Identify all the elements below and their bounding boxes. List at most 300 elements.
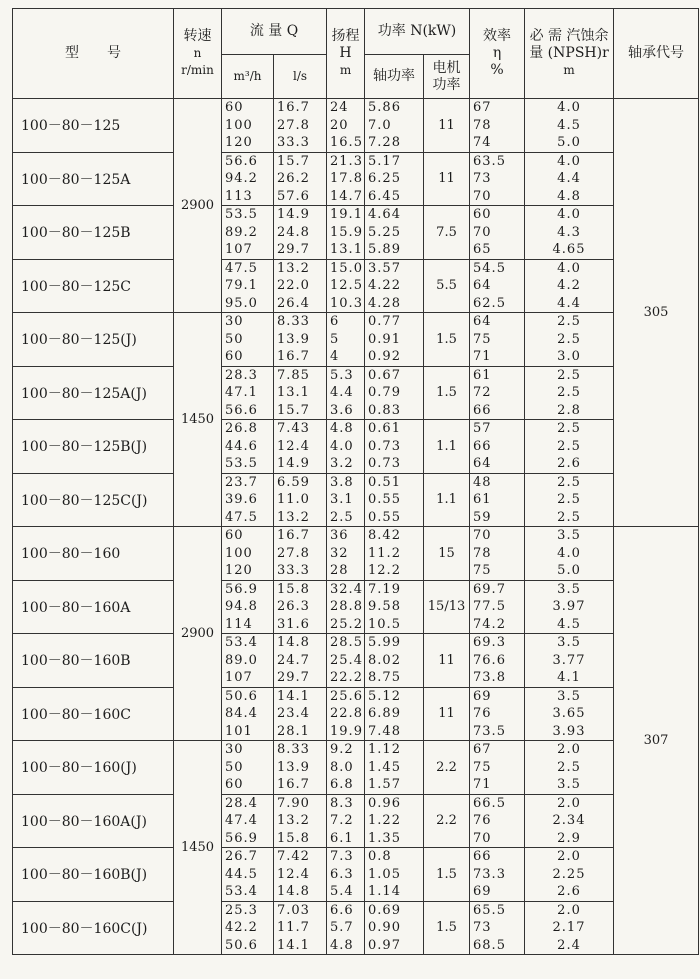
efficiency-value: 69.3 <box>473 635 506 650</box>
header-head-symbol: H <box>339 45 352 61</box>
head-cell <box>327 420 365 474</box>
npsh-value: 3.5 <box>557 581 581 597</box>
flow-ls-value: 29.7 <box>277 670 310 685</box>
flow-ls-cell <box>274 313 327 367</box>
npsh-value: 4.0 <box>557 153 581 169</box>
head-value: 5 <box>330 331 340 347</box>
efficiency-value: 59 <box>473 509 492 525</box>
flow-ls-value: 7.42 <box>277 849 310 864</box>
shaft-power-value: 0.73 <box>368 456 401 471</box>
shaft-power-value: 0.67 <box>368 367 401 383</box>
motor-power-cell: 5.5 <box>424 259 470 313</box>
flow-ls-value: 14.9 <box>277 456 310 471</box>
flow-ls-value: 16.7 <box>277 100 310 115</box>
shaft-power-cell <box>365 527 424 581</box>
flow-ls-value: 27.8 <box>277 545 310 561</box>
speed-cell: 1450 <box>174 313 222 527</box>
efficiency-value: 63.5 <box>473 153 506 169</box>
efficiency-value: 76 <box>473 813 492 828</box>
shaft-power-cell <box>365 687 424 741</box>
efficiency-value: 73.5 <box>473 723 506 739</box>
flow-ls-value: 14.8 <box>277 884 310 899</box>
motor-power-cell: 1.5 <box>424 366 470 420</box>
npsh-value: 4.8 <box>557 188 581 204</box>
npsh-cell <box>525 259 614 313</box>
flow-m3h-value: 42.2 <box>225 920 258 935</box>
flow-m3h-value: 39.6 <box>225 492 258 507</box>
flow-m3h-value: 79.1 <box>225 278 258 293</box>
flow-ls-value: 31.6 <box>277 616 310 632</box>
efficiency-value: 78 <box>473 117 492 133</box>
table-row <box>13 152 699 206</box>
header-npsh-label: 必 需 汽蚀余量 (NPSH)r <box>529 28 609 61</box>
header-head <box>327 9 365 99</box>
flow-m3h-value: 120 <box>225 135 253 150</box>
flow-ls-value: 12.4 <box>277 866 310 882</box>
flow-m3h-value: 25.3 <box>225 902 258 918</box>
flow-m3h-value: 56.6 <box>225 402 258 418</box>
shaft-power-value: 4.22 <box>368 278 401 293</box>
table-row <box>13 634 699 688</box>
header-npsh <box>525 9 614 99</box>
head-value: 16.5 <box>330 135 363 150</box>
flow-m3h-value: 23.7 <box>225 474 258 490</box>
flow-m3h-value: 60 <box>225 100 244 115</box>
efficiency-value: 78 <box>473 545 492 561</box>
flow-ls-value: 29.7 <box>277 242 310 257</box>
npsh-value: 4.65 <box>552 242 586 257</box>
header-head-unit: m <box>339 63 352 77</box>
flow-ls-value: 15.8 <box>277 581 310 597</box>
efficiency-value: 69 <box>473 884 492 899</box>
flow-m3h-value: 50 <box>225 331 244 347</box>
flow-ls-value: 15.8 <box>277 830 310 846</box>
npsh-cell <box>525 313 614 367</box>
shaft-power-cell <box>365 473 424 527</box>
model-cell: 100－80－125A(J) <box>13 366 174 420</box>
motor-power-cell: 11 <box>424 634 470 688</box>
shaft-power-value: 0.77 <box>368 314 401 329</box>
flow-ls-value: 26.4 <box>277 295 310 311</box>
npsh-value: 3.65 <box>552 706 586 721</box>
shaft-power-cell <box>365 741 424 795</box>
efficiency-value: 75 <box>473 759 492 775</box>
flow-m3h-value: 60 <box>225 349 244 364</box>
shaft-power-value: 0.91 <box>368 331 401 347</box>
head-value: 32 <box>330 545 349 561</box>
flow-ls-value: 7.43 <box>277 421 310 436</box>
flow-ls-cell <box>274 580 327 634</box>
flow-m3h-value: 107 <box>225 670 253 685</box>
flow-m3h-value: 30 <box>225 314 244 329</box>
efficiency-value: 61 <box>473 492 492 507</box>
shaft-power-value: 12.2 <box>368 563 401 578</box>
head-cell <box>327 848 365 902</box>
flow-ls-value: 6.59 <box>277 474 310 490</box>
npsh-cell <box>525 848 614 902</box>
flow-ls-cell <box>274 206 327 260</box>
flow-m3h-cell <box>222 741 274 795</box>
efficiency-value: 73 <box>473 171 492 186</box>
head-cell <box>327 259 365 313</box>
head-value: 6 <box>330 314 340 329</box>
head-value: 13.1 <box>330 242 363 257</box>
flow-ls-cell <box>274 848 327 902</box>
efficiency-value: 73 <box>473 920 492 935</box>
flow-ls-value: 33.3 <box>277 563 310 578</box>
flow-ls-value: 26.3 <box>277 599 310 614</box>
table-row <box>13 794 699 848</box>
flow-ls-value: 12.4 <box>277 438 310 454</box>
npsh-value: 2.0 <box>557 902 581 918</box>
shaft-power-value: 5.99 <box>368 635 401 650</box>
npsh-cell <box>525 634 614 688</box>
efficiency-value: 66.5 <box>473 795 506 811</box>
shaft-power-value: 1.57 <box>368 777 401 792</box>
shaft-power-value: 7.0 <box>368 117 392 133</box>
flow-ls-value: 13.2 <box>277 260 310 276</box>
model-cell: 100－80－160B <box>13 634 174 688</box>
flow-ls-value: 16.7 <box>277 777 310 792</box>
header-speed-unit: r/min <box>181 63 214 77</box>
shaft-power-value: 6.89 <box>368 706 401 721</box>
flow-ls-value: 7.03 <box>277 902 310 918</box>
motor-power-cell: 1.5 <box>424 901 470 955</box>
shaft-power-value: 0.79 <box>368 385 401 400</box>
flow-m3h-cell <box>222 794 274 848</box>
flow-ls-cell <box>274 99 327 153</box>
motor-power-cell: 2.2 <box>424 741 470 795</box>
shaft-power-value: 9.58 <box>368 599 401 614</box>
flow-ls-cell <box>274 741 327 795</box>
model-cell: 100－80－160(J) <box>13 741 174 795</box>
efficiency-value: 73.3 <box>473 866 506 882</box>
flow-ls-cell <box>274 794 327 848</box>
flow-m3h-value: 89.2 <box>225 224 258 240</box>
table-row <box>13 527 699 581</box>
motor-power-cell: 15 <box>424 527 470 581</box>
head-value: 5.7 <box>330 920 354 935</box>
model-cell: 100－80－160C <box>13 687 174 741</box>
flow-ls-cell <box>274 473 327 527</box>
npsh-cell <box>525 206 614 260</box>
shaft-power-value: 5.25 <box>368 224 401 240</box>
shaft-power-value: 1.35 <box>368 830 401 846</box>
efficiency-value: 67 <box>473 100 492 115</box>
npsh-value: 3.77 <box>552 652 586 668</box>
motor-power-cell: 1.1 <box>424 473 470 527</box>
head-value: 8.3 <box>330 795 354 811</box>
head-value: 24 <box>330 100 349 115</box>
efficiency-value: 74 <box>473 135 492 150</box>
npsh-value: 4.0 <box>557 260 581 276</box>
efficiency-value: 65.5 <box>473 902 506 918</box>
flow-m3h-value: 113 <box>225 188 253 204</box>
npsh-value: 4.0 <box>557 545 581 561</box>
shaft-power-value: 0.55 <box>368 492 401 507</box>
shaft-power-cell <box>365 420 424 474</box>
flow-ls-value: 57.6 <box>277 188 310 204</box>
efficiency-value: 75 <box>473 563 492 578</box>
npsh-value: 3.93 <box>552 723 586 739</box>
flow-ls-cell <box>274 901 327 955</box>
header-efficiency-symbol: η <box>492 45 502 61</box>
efficiency-value: 66 <box>473 402 492 418</box>
speed-cell: 1450 <box>174 741 222 955</box>
flow-m3h-cell <box>222 420 274 474</box>
head-cell <box>327 687 365 741</box>
header-npsh-unit: m <box>563 63 575 77</box>
npsh-value: 4.5 <box>557 616 581 632</box>
npsh-value: 4.0 <box>557 100 581 115</box>
shaft-power-value: 0.8 <box>368 849 392 864</box>
model-cell: 100－80－125 <box>13 99 174 153</box>
head-value: 25.4 <box>330 652 363 668</box>
table-row <box>13 687 699 741</box>
head-value: 19.1 <box>330 207 363 222</box>
flow-m3h-value: 56.9 <box>225 581 258 597</box>
efficiency-value: 54.5 <box>473 260 506 276</box>
shaft-power-value: 11.2 <box>368 545 401 561</box>
table-row <box>13 259 699 313</box>
efficiency-value: 77.5 <box>473 599 506 614</box>
efficiency-cell <box>470 848 525 902</box>
head-value: 8.0 <box>330 759 354 775</box>
shaft-power-cell <box>365 366 424 420</box>
flow-ls-value: 13.2 <box>277 509 310 525</box>
shaft-power-value: 7.48 <box>368 723 401 739</box>
head-value: 22.8 <box>330 706 363 721</box>
npsh-cell <box>525 420 614 474</box>
npsh-value: 2.5 <box>557 385 581 400</box>
npsh-cell <box>525 741 614 795</box>
header-efficiency-label: 效率 <box>483 28 512 44</box>
flow-ls-value: 24.7 <box>277 652 310 668</box>
header-shaft-power: 轴功率 <box>365 55 424 99</box>
shaft-power-value: 0.69 <box>368 902 401 918</box>
flow-ls-value: 8.33 <box>277 314 310 329</box>
npsh-cell <box>525 152 614 206</box>
flow-ls-value: 16.7 <box>277 528 310 543</box>
shaft-power-cell <box>365 901 424 955</box>
efficiency-value: 71 <box>473 777 492 792</box>
npsh-cell <box>525 687 614 741</box>
efficiency-cell <box>470 794 525 848</box>
npsh-value: 4.4 <box>557 295 581 311</box>
flow-m3h-value: 50 <box>225 759 244 775</box>
shaft-power-cell <box>365 206 424 260</box>
flow-m3h-value: 89.0 <box>225 652 258 668</box>
head-value: 5.4 <box>330 884 354 899</box>
head-cell <box>327 527 365 581</box>
head-cell <box>327 206 365 260</box>
flow-m3h-value: 50.6 <box>225 937 258 953</box>
flow-m3h-cell <box>222 259 274 313</box>
head-value: 3.1 <box>330 492 354 507</box>
head-value: 14.7 <box>330 188 363 204</box>
bearing-cell: 307 <box>614 527 699 955</box>
efficiency-value: 74.2 <box>473 616 506 632</box>
shaft-power-value: 8.42 <box>368 528 401 543</box>
shaft-power-value: 0.73 <box>368 438 401 454</box>
efficiency-cell <box>470 580 525 634</box>
flow-ls-value: 11.0 <box>277 492 310 507</box>
efficiency-value: 76.6 <box>473 652 506 668</box>
header-flow-ls: l/s <box>274 55 327 99</box>
motor-power-cell: 7.5 <box>424 206 470 260</box>
model-cell: 100－80－160A <box>13 580 174 634</box>
shaft-power-cell <box>365 634 424 688</box>
flow-ls-value: 14.9 <box>277 207 310 222</box>
shaft-power-value: 5.12 <box>368 688 401 704</box>
head-value: 4.0 <box>330 438 354 454</box>
flow-ls-value: 13.9 <box>277 331 310 347</box>
npsh-value: 2.5 <box>557 314 581 329</box>
head-value: 25.6 <box>330 688 363 704</box>
head-value: 3.8 <box>330 474 354 490</box>
flow-m3h-value: 44.5 <box>225 866 258 882</box>
table-row <box>13 206 699 260</box>
flow-ls-value: 14.1 <box>277 688 310 704</box>
flow-m3h-value: 94.2 <box>225 171 258 186</box>
flow-m3h-cell <box>222 580 274 634</box>
npsh-value: 4.0 <box>557 207 581 222</box>
model-cell: 100－80－160B(J) <box>13 848 174 902</box>
head-cell <box>327 741 365 795</box>
model-cell: 100－80－125B(J) <box>13 420 174 474</box>
table-body <box>13 99 699 955</box>
flow-ls-value: 13.9 <box>277 759 310 775</box>
efficiency-cell <box>470 206 525 260</box>
efficiency-cell <box>470 473 525 527</box>
npsh-cell <box>525 794 614 848</box>
shaft-power-value: 1.05 <box>368 866 401 882</box>
flow-ls-value: 7.85 <box>277 367 310 383</box>
efficiency-value: 73.8 <box>473 670 506 685</box>
flow-m3h-value: 53.5 <box>225 207 258 222</box>
motor-power-cell: 1.1 <box>424 420 470 474</box>
shaft-power-value: 0.96 <box>368 795 401 811</box>
shaft-power-value: 0.61 <box>368 421 401 436</box>
flow-m3h-cell <box>222 527 274 581</box>
model-cell: 100－80－160C(J) <box>13 901 174 955</box>
flow-ls-cell <box>274 259 327 313</box>
npsh-value: 2.5 <box>557 438 581 454</box>
head-value: 15.9 <box>330 224 363 240</box>
flow-ls-value: 8.33 <box>277 742 310 757</box>
flow-ls-cell <box>274 634 327 688</box>
efficiency-value: 69.7 <box>473 581 506 597</box>
efficiency-cell <box>470 366 525 420</box>
npsh-cell <box>525 99 614 153</box>
head-value: 4 <box>330 349 340 364</box>
flow-ls-value: 28.1 <box>277 723 310 739</box>
npsh-value: 2.8 <box>557 402 581 418</box>
header-head-label: 扬程 <box>331 28 360 44</box>
flow-m3h-value: 44.6 <box>225 438 258 454</box>
speed-cell: 2900 <box>174 99 222 313</box>
npsh-cell <box>525 473 614 527</box>
head-value: 7.3 <box>330 849 354 864</box>
flow-m3h-value: 47.5 <box>225 260 258 276</box>
head-value: 2.5 <box>330 509 354 525</box>
head-value: 28.5 <box>330 635 363 650</box>
efficiency-value: 70 <box>473 528 492 543</box>
shaft-power-value: 6.45 <box>368 188 401 204</box>
shaft-power-value: 4.28 <box>368 295 401 311</box>
head-value: 22.2 <box>330 670 363 685</box>
shaft-power-value: 5.89 <box>368 242 401 257</box>
motor-power-cell: 11 <box>424 152 470 206</box>
model-cell: 100－80－160 <box>13 527 174 581</box>
flow-ls-value: 16.7 <box>277 349 310 364</box>
motor-power-cell: 11 <box>424 687 470 741</box>
head-value: 19.9 <box>330 723 363 739</box>
efficiency-value: 64 <box>473 314 492 329</box>
head-cell <box>327 313 365 367</box>
flow-m3h-value: 107 <box>225 242 253 257</box>
efficiency-cell <box>470 901 525 955</box>
efficiency-value: 65 <box>473 242 492 257</box>
efficiency-value: 69 <box>473 688 492 704</box>
flow-m3h-cell <box>222 848 274 902</box>
model-cell: 100－80－125C <box>13 259 174 313</box>
shaft-power-cell <box>365 794 424 848</box>
flow-m3h-cell <box>222 99 274 153</box>
flow-m3h-value: 30 <box>225 742 244 757</box>
head-value: 32.4 <box>330 581 363 597</box>
flow-ls-value: 13.1 <box>277 385 310 400</box>
efficiency-cell <box>470 259 525 313</box>
npsh-value: 2.9 <box>557 830 581 846</box>
bearing-cell: 305 <box>614 99 699 527</box>
flow-ls-cell <box>274 527 327 581</box>
npsh-cell <box>525 901 614 955</box>
efficiency-cell <box>470 687 525 741</box>
npsh-value: 2.5 <box>557 331 581 347</box>
header-efficiency <box>470 9 525 99</box>
efficiency-value: 76 <box>473 706 492 721</box>
flow-ls-value: 7.90 <box>277 795 310 811</box>
shaft-power-value: 1.14 <box>368 884 401 899</box>
head-value: 6.6 <box>330 902 354 918</box>
efficiency-cell <box>470 741 525 795</box>
npsh-value: 4.5 <box>557 117 581 133</box>
flow-ls-value: 13.2 <box>277 813 310 828</box>
head-value: 9.2 <box>330 742 354 757</box>
flow-ls-cell <box>274 152 327 206</box>
shaft-power-value: 4.64 <box>368 207 401 222</box>
flow-ls-value: 26.2 <box>277 171 310 186</box>
flow-m3h-cell <box>222 901 274 955</box>
flow-m3h-value: 47.5 <box>225 509 258 525</box>
shaft-power-value: 1.45 <box>368 759 401 775</box>
flow-ls-value: 27.8 <box>277 117 310 133</box>
npsh-value: 2.0 <box>557 742 581 757</box>
model-cell: 100－80－125A <box>13 152 174 206</box>
flow-ls-cell <box>274 420 327 474</box>
efficiency-cell <box>470 313 525 367</box>
header-flow: 流 量 Q <box>222 9 327 55</box>
flow-m3h-value: 60 <box>225 777 244 792</box>
head-value: 7.2 <box>330 813 354 828</box>
header-motor-power: 电机功率 <box>424 55 470 99</box>
shaft-power-value: 0.51 <box>368 474 401 490</box>
flow-m3h-value: 100 <box>225 545 253 561</box>
efficiency-value: 64 <box>473 278 492 293</box>
flow-ls-cell <box>274 687 327 741</box>
flow-m3h-value: 120 <box>225 563 253 578</box>
